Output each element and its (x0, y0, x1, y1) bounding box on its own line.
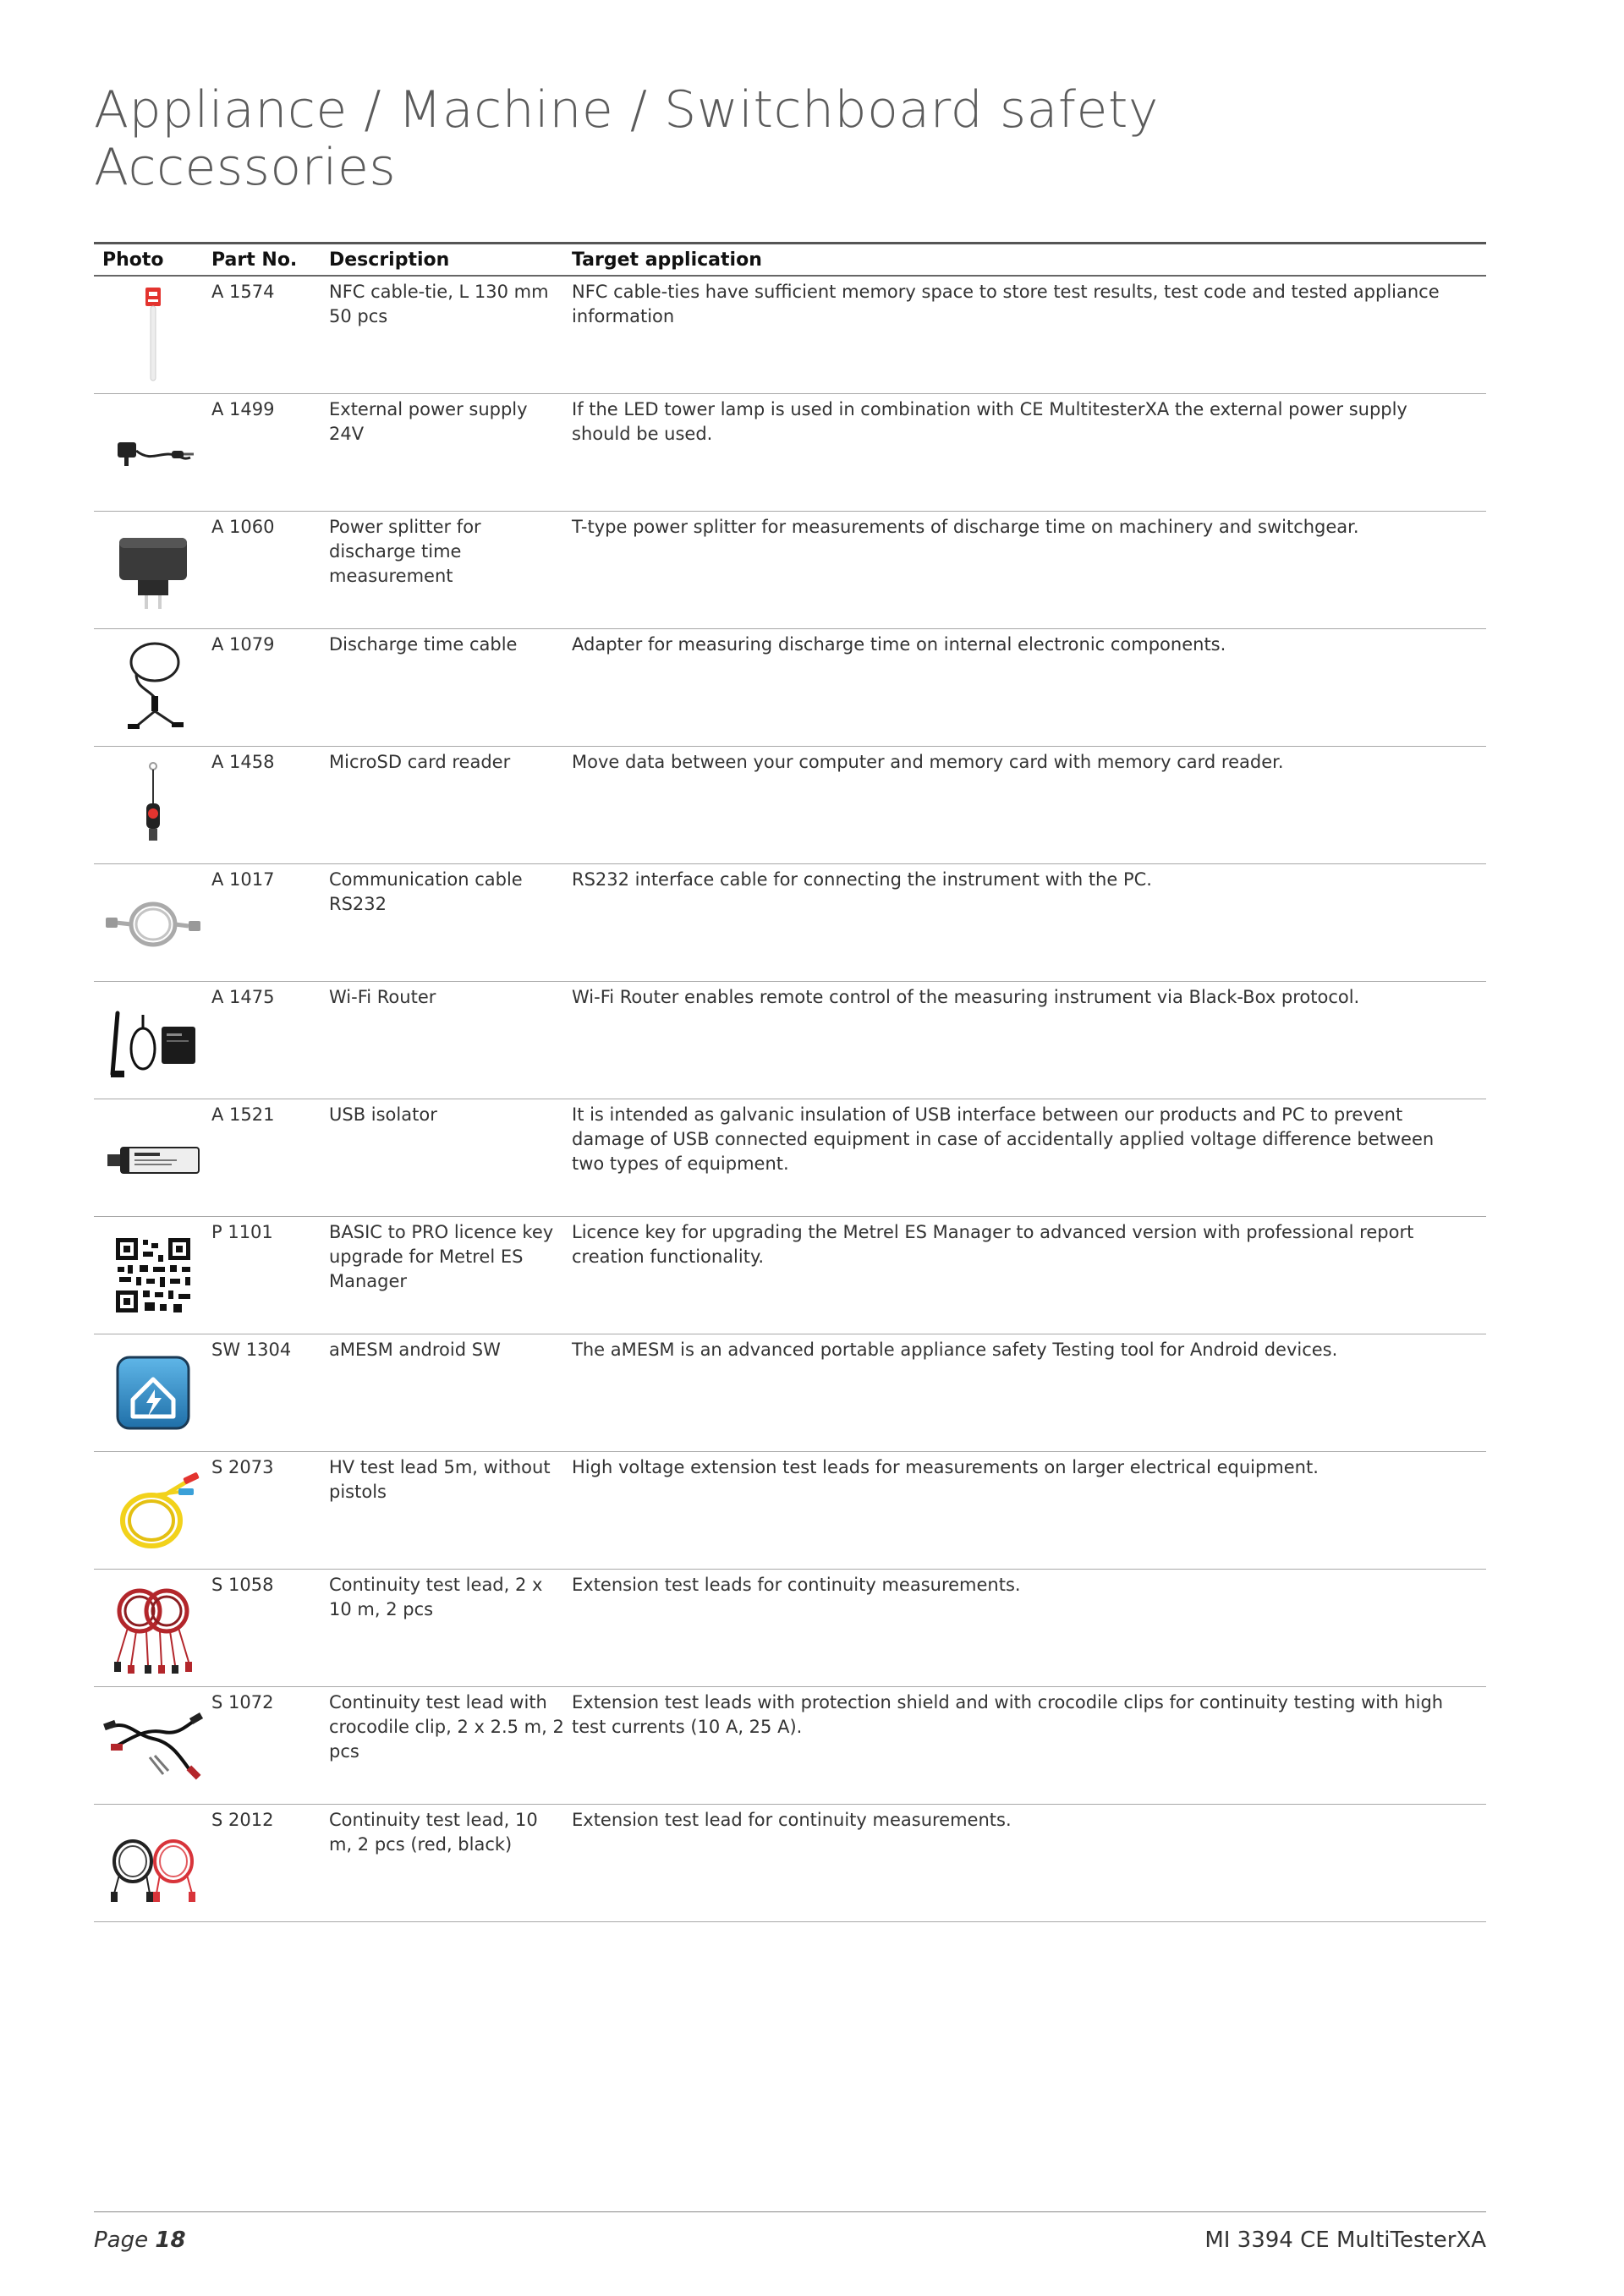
target-application: If the LED tower lamp is used in combination with CE MultitesterXA the external power supply should be used. (572, 399, 1407, 444)
target-application: Extension test lead for continuity measurements. (572, 1810, 1012, 1830)
target-application: Licence key for upgrading the Metrel ES Manager to advanced version with professional report creation functionality. (572, 1222, 1414, 1267)
target-application: The aMESM is an advanced portable appliance safety Testing tool for Android devices. (572, 1340, 1338, 1360)
description: NFC cable-tie, L 130 mm 50 pcs (329, 282, 549, 326)
hv-test-lead-icon (102, 1460, 204, 1561)
photo-cell (94, 982, 211, 1099)
photo-cell (94, 1687, 211, 1804)
table-header (94, 244, 1486, 277)
photo-cell (94, 629, 211, 746)
photo-cell (94, 1452, 211, 1569)
part-number: A 1079 (211, 634, 275, 655)
description: Continuity test lead, 2 x 10 m, 2 pcs (329, 1575, 543, 1619)
part-number: S 1072 (211, 1692, 274, 1712)
photo-cell (94, 512, 211, 628)
target-application: Extension test leads with protection shield and with crocodile clips for continuity testing with high test currents (10 A, 25 A). (572, 1692, 1444, 1737)
description: Discharge time cable (329, 634, 518, 655)
table-row (94, 1805, 1486, 1922)
description: MicroSD card reader (329, 752, 511, 772)
table-row (94, 1217, 1486, 1334)
table-row (94, 394, 1486, 512)
description: aMESM android SW (329, 1340, 501, 1360)
photo-cell (94, 747, 211, 863)
page-prefix: Page (94, 2228, 156, 2253)
target-application: It is intended as galvanic insulation of USB interface between our products and PC to prevent damage of USB connected equipment in case of accidentally applied voltage difference between two types of equipment. (572, 1104, 1435, 1174)
target-application: Move data between your computer and memory card with memory card reader. (572, 752, 1284, 772)
power-splitter-icon (102, 519, 204, 621)
target-application: T-type power splitter for measurements of discharge time on machinery and switchgear. (572, 517, 1359, 537)
part-number: A 1060 (211, 517, 275, 537)
table-row (94, 277, 1486, 394)
description: Continuity test lead with crocodile clip, 2 x 2.5 m, 2 pcs (329, 1692, 564, 1762)
accessories-table (94, 242, 1486, 1922)
part-number: A 1017 (211, 869, 275, 890)
wifi-router-icon (102, 989, 204, 1091)
description: Power splitter for discharge time measurement (329, 517, 481, 586)
photo-cell (94, 1570, 211, 1686)
table-row (94, 982, 1486, 1099)
description: Communication cable RS232 (329, 869, 523, 914)
amesm-app-icon (102, 1342, 204, 1444)
page-number: 18 (155, 2228, 186, 2253)
card-reader-icon (102, 754, 204, 856)
part-number: S 2012 (211, 1810, 274, 1830)
target-application: High voltage extension test leads for measurements on larger electrical equipment. (572, 1457, 1319, 1477)
description: Wi-Fi Router (329, 987, 436, 1007)
target-application: RS232 interface cable for connecting the instrument with the PC. (572, 869, 1152, 890)
footer-divider (94, 2211, 1486, 2212)
description: Continuity test lead, 10 m, 2 pcs (red, black) (329, 1810, 538, 1855)
part-number: A 1521 (211, 1104, 275, 1125)
photo-cell (94, 1217, 211, 1334)
header-part-no: Part No. (211, 249, 298, 271)
description: External power supply 24V (329, 399, 528, 444)
rs232-cable-icon (102, 872, 204, 973)
nfc-cable-tie-icon (102, 284, 204, 386)
part-number: A 1458 (211, 752, 275, 772)
table-row (94, 1334, 1486, 1452)
table-row (94, 864, 1486, 982)
header-photo: Photo (102, 249, 164, 271)
table-row (94, 747, 1486, 864)
continuity-leads-icon (102, 1577, 204, 1679)
part-number: P 1101 (211, 1222, 273, 1242)
title-line-1: Appliance / Machine / Switchboard safety (94, 80, 1159, 140)
photo-cell (94, 277, 211, 393)
target-application: Adapter for measuring discharge time on internal electronic components. (572, 634, 1226, 655)
table-row (94, 629, 1486, 747)
photo-cell (94, 864, 211, 981)
title-line-2: Accessories (94, 138, 397, 197)
red-black-leads-icon (102, 1812, 204, 1914)
part-number: SW 1304 (211, 1340, 292, 1360)
power-supply-icon (102, 402, 204, 503)
product-name: MI 3394 CE MultiTesterXA (1204, 2228, 1486, 2253)
table-row (94, 512, 1486, 629)
photo-cell (94, 394, 211, 511)
header-target-application: Target application (572, 249, 762, 271)
part-number: A 1574 (211, 282, 275, 302)
target-application: Wi-Fi Router enables remote control of the measuring instrument via Black-Box protocol. (572, 987, 1360, 1007)
photo-cell (94, 1099, 211, 1216)
description: BASIC to PRO licence key upgrade for Metrel ES Manager (329, 1222, 554, 1291)
table-row (94, 1687, 1486, 1805)
part-number: A 1499 (211, 399, 275, 419)
table-row (94, 1452, 1486, 1570)
part-number: S 1058 (211, 1575, 274, 1595)
header-description: Description (329, 249, 450, 271)
part-number: A 1475 (211, 987, 275, 1007)
page-number-label (94, 2228, 186, 2253)
usb-isolator-icon (102, 1107, 204, 1208)
table-row (94, 1099, 1486, 1217)
description: HV test lead 5m, without pistols (329, 1457, 551, 1502)
part-number: S 2073 (211, 1457, 274, 1477)
crocodile-leads-icon (102, 1695, 204, 1796)
description: USB isolator (329, 1104, 437, 1125)
photo-cell (94, 1334, 211, 1451)
page-title (94, 81, 1159, 196)
target-application: Extension test leads for continuity measurements. (572, 1575, 1021, 1595)
table-row (94, 1570, 1486, 1687)
target-application: NFC cable-ties have sufficient memory space to store test results, test code and tested appliance information (572, 282, 1440, 326)
photo-cell (94, 1805, 211, 1921)
discharge-cable-icon (102, 637, 204, 738)
qr-code-icon (102, 1225, 204, 1326)
